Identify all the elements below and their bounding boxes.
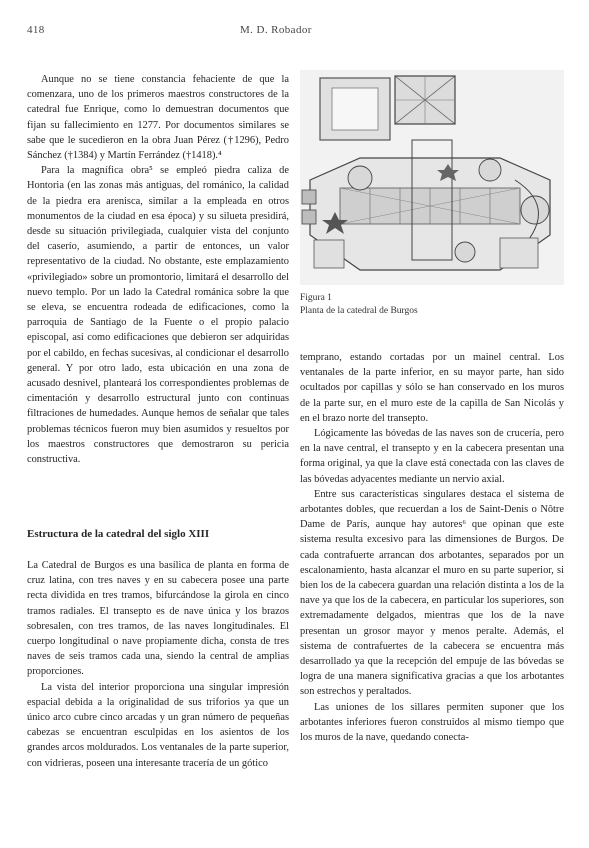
figure-label: Figura 1 (300, 293, 332, 303)
left-column-top (27, 72, 289, 467)
right-column (300, 350, 564, 745)
paragraph: Entre sus características singulares destaca el sistema de arbotantes dobles, que recuerdan a los de Saint-Denis o Nôtre Dame de París, aunque hay autores⁶ que opinan que este sistema resulta excesivo para las dimensiones de Burgos. De cada contrafuerte arrancan dos arbotantes, separados por un escalonamiento, hasta alcanzar el muro en su parte superior, si bien los de la cabecera guardan una relación distinta a los de la nave ya que los de la cabecera, en particular los superiores, son extremadamente delgados, mientras que los de la nave presentan un grosor mayor y menos peralte. Además, el sistema de contrafuertes de la cabecera se encuentra más desarrollado ya que la recepción del empuje de las bóvedas se logra de una manera significativa gracias a que los arbotantes son estrechos y peraltados. (300, 488, 564, 698)
paragraph: La vista del interior proporciona una singular impresión espacial debida a la originalidad de sus triforios ya que un único arco cubre cinco arcadas y un gran número de pequeñas cabezas se encuentran esculpidas en los asientos de los grandes arcos moldurados. Los ventanales de la parte superior, con vidrieras, poseen una interesante tracería de un gótico (27, 681, 289, 769)
page-number: 418 (27, 24, 45, 36)
paragraph: Las uniones de los sillares permiten suponer que los arbotantes inferiores fueron construidos al mismo tiempo que los muros de la nave, quedando conecta- (300, 701, 564, 744)
section-heading: Estructura de la catedral del siglo XIII (27, 528, 210, 540)
left-column-bottom (27, 558, 289, 771)
paragraph: Lógicamente las bóvedas de las naves son de crucería, pero en la nave central, el transepto y en la cabecera presentan una forma original, ya que la clave está conectada con las claves de las bóvedas adyacentes mediante un nervio axial. (300, 428, 564, 485)
floor-plan-drawing (300, 70, 564, 285)
paragraph: Aunque no se tiene constancia fehaciente de que la comenzara, uno de los primeros maestros constructores de la catedral fue Enrique, como lo demuestran documentos que fijan su fallecimiento en 1277. Por documentos similares se sabe que le sucedieron en la obra Juan Pérez (†1296), Pedro Sánchez (†1384) y Martín Ferrández (†1418).⁴ (27, 74, 289, 162)
figure-floor-plan (300, 70, 564, 285)
paragraph: Para la magnífica obra⁵ se empleó piedra caliza de Hontoria (en las zonas más antiguas, del románico, la calidad de la piedra era arenisca, similar a la empleada en otros monumentos de la ciudad en esa época) y su silueta presidirá, desde su situación privilegiada, cualquier vista del conjunto del caserío, asumiendo, a partir de entonces, un valor representativo de la ciudad. No obstante, este emplazamiento «privilegiado» sobre un promontorio, limitará el desarrollo del nuevo templo. Por un lado la Catedral románica sobre la que se eleva, se encuentra rodeada de edificaciones, como la parroquia de Santiago de la Fuente o el propio palacio episcopal, así como edificaciones que debieron ser adquiridas por el cabildo, en fechas sucesivas, al condicionar el desarrollo general. Y por otro lado, esta ubicación en una zona de acusado desnivel, planteará los correspondientes problemas de cimentación y desarrollo estructural junto con continuas filtraciones de humedades. Aunque hemos de señalar que tales problemas técnicos fueron muy bien asumidos y resueltos por los maestros constructores que demostraron su pericia constructiva. (27, 165, 289, 466)
paragraph: temprano, estando cortadas por un mainel central. Los ventanales de la parte inferior, en su mayor parte, han sido ocultados por capillas y sólo se han conservado en los muros de la parte sur, en el muro este de la capilla de San Nicolás y en el brazo norte del transepto. (300, 352, 564, 424)
figure-caption-text: Planta de la catedral de Burgos (300, 306, 418, 316)
running-header-author: M. D. Robador (240, 24, 312, 36)
figure-caption (300, 292, 564, 318)
paragraph: La Catedral de Burgos es una basílica de planta en forma de cruz latina, con tres naves y en su cabecera posee una parte recta dividida en tres tramos, bifurcándose la girola en cinco tramos radiales. El transepto es de nave única y los brazos sobresalen, con tres tramos, de las naves longitudinales. El cuerpo longitudinal o nave propiamente dicha, consta de tres naves de seis tramos cada una, siendo la central de amplias proporciones. (27, 560, 289, 678)
